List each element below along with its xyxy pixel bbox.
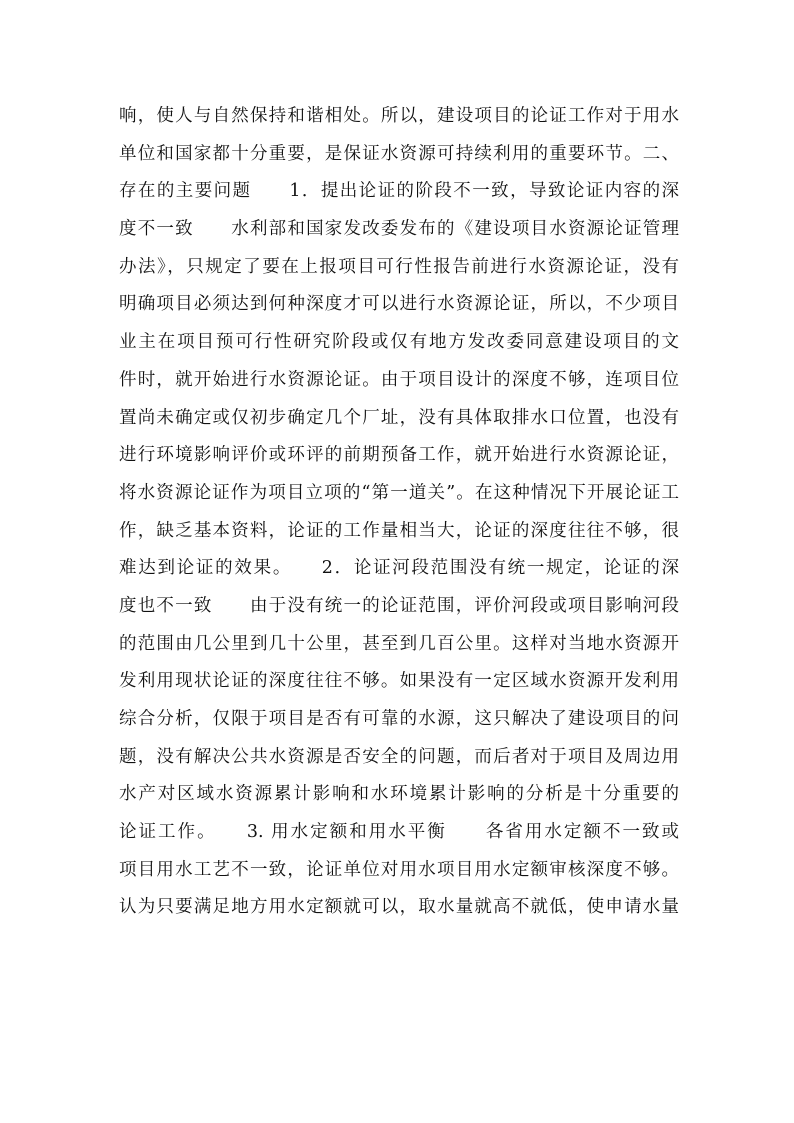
text-line: 置尚未确定或仅初步确定几个厂址，没有具体取排水口位置，也没有 xyxy=(119,407,679,428)
text-line: 难达到论证的效果。 2．论证河段范围没有统一规定，论证的深 xyxy=(119,558,679,579)
text-line: 进行环境影响评价或环评的前期预备工作，就开始进行水资源论证， xyxy=(119,445,679,466)
text-line: 办法》，只规定了要在上报项目可行性报告前进行水资源论证，没有 xyxy=(119,256,679,277)
text-line: 度不一致 水利部和国家发改委发布的《建设项目水资源论证管理 xyxy=(119,219,679,240)
text-line: 件时，就开始进行水资源论证。由于项目设计的深度不够，连项目位 xyxy=(119,369,679,390)
text-line: 认为只要满足地方用水定额就可以，取水量就高不就低，使申请水量 xyxy=(119,897,679,918)
text-line: 作，缺乏基本资料，论证的工作量相当大，论证的深度往往不够，很 xyxy=(119,520,679,541)
text-line: 存在的主要问题 1．提出论证的阶段不一致，导致论证内容的深 xyxy=(119,181,679,202)
text-line: 将水资源论证作为项目立项的“第一道关”。在这种情况下开展论证工 xyxy=(119,482,679,503)
text-line: 的范围由几公里到几十公里，甚至到几百公里。这样对当地水资源开 xyxy=(119,633,679,654)
text-line: 业主在项目预可行性研究阶段或仅有地方发改委同意建设项目的文 xyxy=(119,332,679,353)
text-line: 明确项目必须达到何种深度才可以进行水资源论证，所以，不少项目 xyxy=(119,294,679,315)
text-line: 综合分析，仅限于项目是否有可靠的水源，这只解决了建设项目的问 xyxy=(119,709,679,729)
text-line: 度也不一致 由于没有统一的论证范围，评价河段或项目影响河段 xyxy=(119,595,679,616)
text-line: 发利用现状论证的深度往往不够。如果没有一定区域水资源开发利用 xyxy=(119,671,679,692)
text-line: 水产对区域水资源累计影响和水环境累计影响的分析是十分重要的 xyxy=(119,784,679,805)
text-line: 论证工作。 3. 用水定额和用水平衡 各省用水定额不一致或 xyxy=(119,822,679,843)
text-line: 项目用水工艺不一致，论证单位对用水项目用水定额审核深度不够。 xyxy=(119,859,679,880)
body-text xyxy=(119,98,679,927)
text-line: 单位和国家都十分重要，是保证水资源可持续利用的重要环节。二、 xyxy=(119,143,679,164)
text-line: 题，没有解决公共水资源是否安全的问题，而后者对于项目及周边用 xyxy=(119,746,679,767)
text-line: 响，使人与自然保持和谐相处。所以，建设项目的论证工作对于用水 xyxy=(119,106,679,126)
